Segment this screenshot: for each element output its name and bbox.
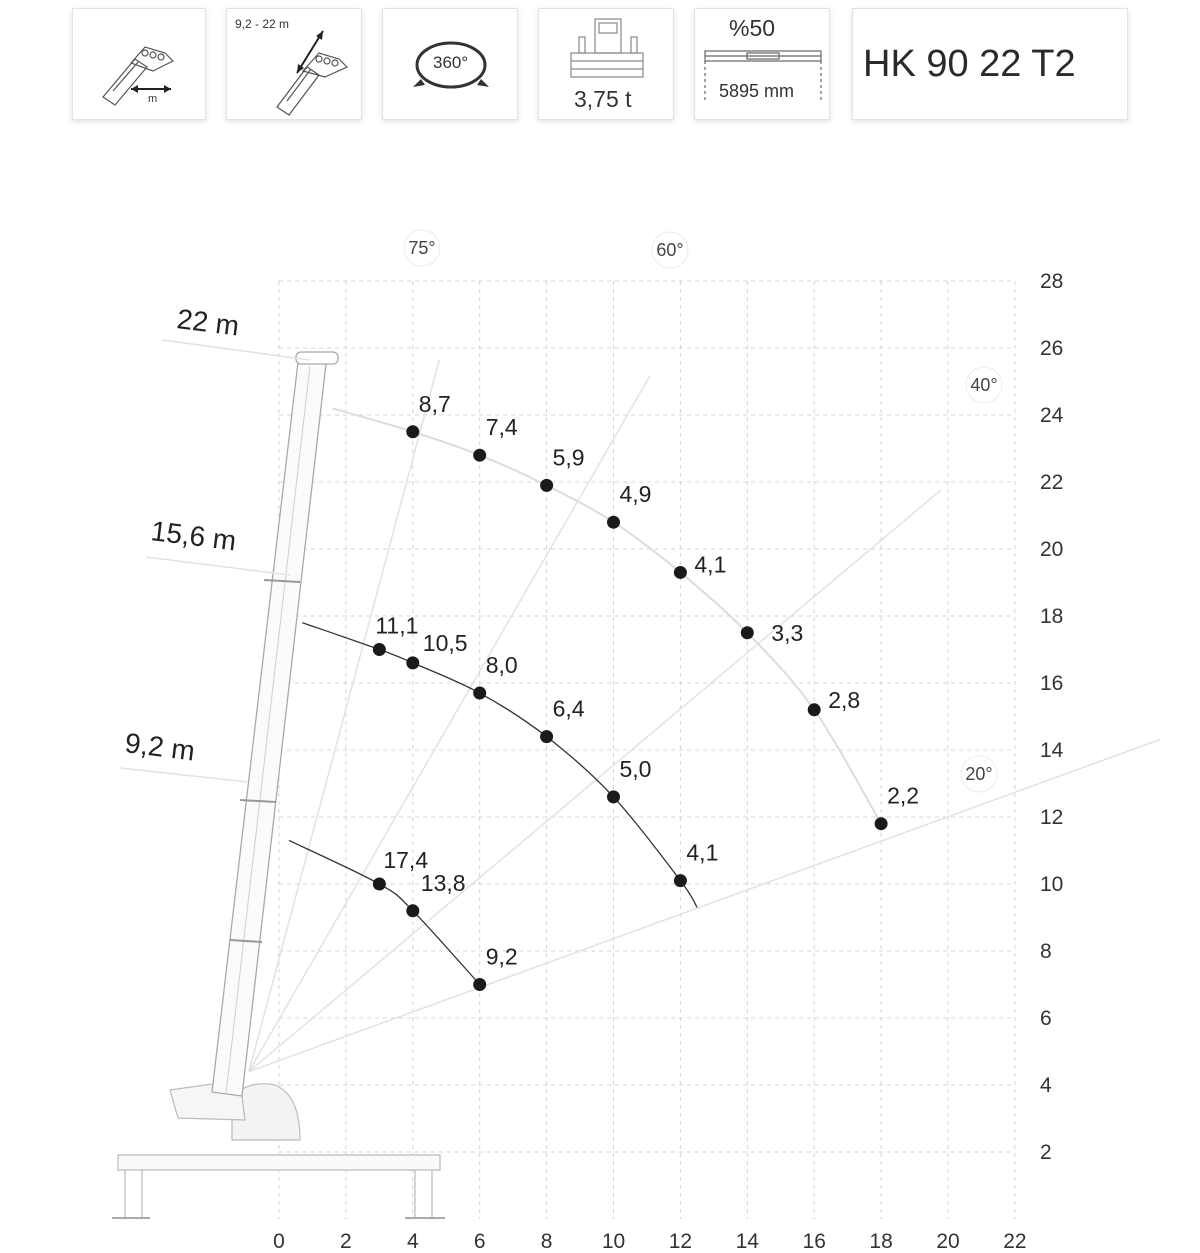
load-point xyxy=(406,656,419,669)
x-tick-label: 22 xyxy=(1003,1230,1027,1253)
x-tick-label: 2 xyxy=(340,1230,352,1253)
boom-length-leader xyxy=(162,340,310,360)
y-tick-label: 10 xyxy=(1040,873,1064,896)
load-point-label: 8,0 xyxy=(485,652,518,679)
boom-inner-line xyxy=(226,366,310,1094)
slew-angle-label: 360° xyxy=(433,53,469,72)
y-tick-label: 20 xyxy=(1040,538,1064,561)
outrigger-percent-label: %50 xyxy=(729,15,776,41)
boom-length-label: 15,6 m xyxy=(149,515,239,557)
load-point-label: 9,2 xyxy=(485,943,518,970)
angle-label: 60° xyxy=(656,240,684,260)
x-tick-label: 10 xyxy=(601,1230,626,1253)
load-point xyxy=(674,874,687,887)
load-point-label: 5,0 xyxy=(619,755,652,782)
y-tick-label: 6 xyxy=(1040,1007,1052,1030)
y-tick-label: 28 xyxy=(1040,270,1064,293)
load-point-label: 4,1 xyxy=(694,551,727,578)
load-point xyxy=(607,516,620,529)
model-name: HK 90 22 T2 xyxy=(863,43,1076,85)
load-point-label: 4,1 xyxy=(686,839,719,866)
boom-range-label: 9,2 - 22 m xyxy=(235,17,290,31)
outrigger-beam xyxy=(118,1155,440,1170)
load-point-label: 7,4 xyxy=(485,414,518,441)
y-tick-label: 8 xyxy=(1040,940,1052,963)
load-point xyxy=(741,626,754,639)
x-tick-label: 20 xyxy=(936,1230,960,1253)
y-tick-label: 26 xyxy=(1040,337,1064,360)
load-point-label: 5,9 xyxy=(552,444,585,471)
boom-length-label: 22 m xyxy=(175,303,241,342)
boom-tip xyxy=(296,352,338,364)
angle-ray xyxy=(249,739,1161,1071)
chart-grid xyxy=(279,281,1015,1219)
boom-length-leader xyxy=(146,557,290,575)
axis-ticks xyxy=(273,270,1064,1253)
load-point xyxy=(373,878,386,891)
load-point xyxy=(473,449,486,462)
load-point-label: 2,2 xyxy=(887,782,920,809)
load-curves xyxy=(289,408,881,984)
load-point-label: 13,8 xyxy=(420,869,466,896)
angle-label: 75° xyxy=(408,238,436,258)
boom-length-leader xyxy=(120,768,248,782)
load-point xyxy=(473,687,486,700)
load-point xyxy=(808,703,821,716)
load-point-label: 17,4 xyxy=(383,847,429,873)
load-points xyxy=(373,425,888,991)
load-point xyxy=(607,790,620,803)
x-tick-label: 12 xyxy=(668,1230,693,1253)
load-point-label: 4,9 xyxy=(619,481,652,508)
load-point xyxy=(373,643,386,656)
y-tick-label: 12 xyxy=(1040,806,1064,829)
y-tick-label: 14 xyxy=(1040,739,1064,762)
y-tick-label: 2 xyxy=(1040,1141,1052,1164)
y-tick-label: 4 xyxy=(1040,1074,1052,1097)
x-tick-label: 16 xyxy=(802,1230,826,1253)
load-point xyxy=(875,817,888,830)
angle-label: 20° xyxy=(965,764,993,784)
x-tick-label: 4 xyxy=(406,1230,419,1253)
x-tick-label: 14 xyxy=(735,1230,759,1253)
boom-length-label: 9,2 m xyxy=(123,727,197,767)
angle-ray xyxy=(249,490,941,1071)
x-tick-label: 18 xyxy=(869,1230,893,1253)
outreach-unit-label: m xyxy=(148,93,158,105)
load-point xyxy=(473,978,486,991)
load-point xyxy=(406,904,419,917)
load-point-label: 6,4 xyxy=(552,695,585,722)
y-tick-label: 24 xyxy=(1040,404,1064,427)
y-tick-label: 16 xyxy=(1040,672,1064,695)
load-point xyxy=(406,425,419,438)
crane-illustration xyxy=(112,340,445,1218)
x-tick-label: 8 xyxy=(540,1230,553,1253)
y-tick-label: 22 xyxy=(1040,471,1064,494)
x-tick-label: 0 xyxy=(273,1230,285,1253)
y-tick-label: 18 xyxy=(1040,605,1064,628)
x-tick-label: 6 xyxy=(473,1230,486,1253)
load-capacity-label: 3,75 t xyxy=(574,86,632,112)
outrigger-span-label: 5895 mm xyxy=(719,81,795,101)
load-point-label: 2,8 xyxy=(828,686,861,713)
load-point-label: 8,7 xyxy=(418,390,451,417)
load-point xyxy=(540,479,553,492)
load-point xyxy=(674,566,687,579)
load-point-label: 10,5 xyxy=(422,629,468,656)
load-point-label: 3,3 xyxy=(771,619,804,646)
load-point xyxy=(540,730,553,743)
boom-outline xyxy=(212,362,326,1096)
load-point-label: 11,1 xyxy=(375,612,419,639)
angle-label: 40° xyxy=(970,375,998,395)
